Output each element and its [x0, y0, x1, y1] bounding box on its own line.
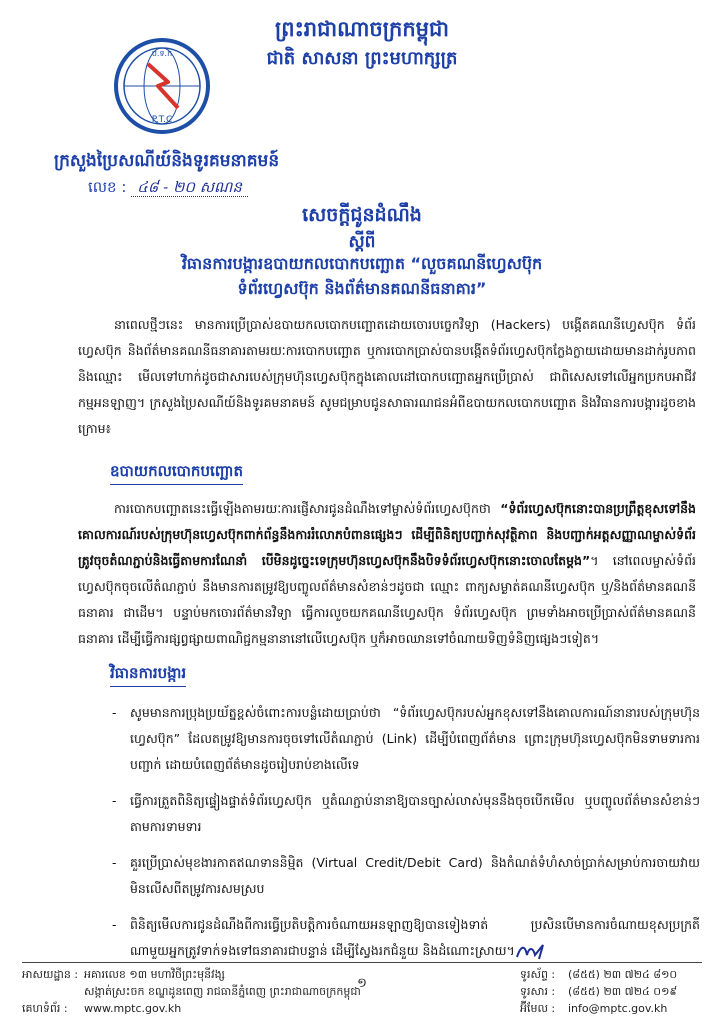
list-item: - គួរប្រើប្រាស់មុខងារកាតឥណទាននិម្មិត (Virtual Credit/Debit Card) និងកំណត់ទំហំសាច់ប្រាក់សម្រាប់ការចាយវាយមិនលើសពីតម្រូវការសមស្រប: [112, 850, 700, 902]
list-item: [112, 912, 700, 964]
scam-text-quote: “ទំព័រហ្វេសប៊ុកនោះបានប្រព្រឹត្តខុសទៅនឹងគោលការណ៍របស់ក្រុមហ៊ុនហ្វេសប៊ុកពាក់ព័ន្ធនឹងការរំលោភបំពានផ្សេងៗ ដើម្បីពិនិត្យបញ្ជាក់សុវត្ថិភាព និងបញ្ជាក់អត្តសញ្ញាណម្ចាស់ទំព័រត្រូវចុចតំណភ្ជាប់និងធ្វើតាមការណែនាំ បើមិនដូច្នេះទេក្រុមហ៊ុនហ្វេសប៊ុកនឹងបិទទំព័រហ្វេសប៊ុកនោះចោលតែម្តង”: [78, 501, 696, 568]
document-title-line2: ទំព័រហ្វេសប៊ុក និងព័ត៌មានគណនីធនាគារ”: [237, 279, 487, 298]
fax-number: (៨៥៥) ២៣ ៧២៤ ០១៩: [568, 985, 678, 998]
fax-label: ទូរសារ :: [520, 985, 556, 998]
ministry-name: ក្រសួងប្រៃសណីយ៍និងទូរគមនាគមន៍: [54, 151, 280, 171]
document-type: សេចក្តីជូនដំណឹង: [302, 204, 422, 226]
reference-number: [88, 178, 248, 200]
list-item: - សូមមានការប្រុងប្រយ័ត្នខ្ពស់ចំពោះការបន្លំដោយប្រាប់ថា “ទំព័រហ្វេសប៊ុករបស់អ្នកខុសទៅនឹងគោលការណ៍នានារបស់ក្រុមហ៊ុនហ្វេសប៊ុក” ដែលតម្រូវឱ្យមានការចុចទៅលើតំណភ្ជាប់ (Link) ដើម្បីបំពេញព័ត៌មាន ព្រោះក្រុមហ៊ុនហ្វេសប៊ុកមិនទាមទារការបញ្ជាក់ ដោយបំពេញព័ត៌មានដូចរៀបរាប់ខាងលើទេ: [112, 700, 700, 778]
address-line2: សង្កាត់ស្រះចក ខណ្ឌដូនពេញ រាជធានីភ្នំពេញ ព្រះរាជាណាចក្រកម្ពុជា: [84, 985, 361, 998]
document-title-line1: វិធានការបង្ការឧបាយកលបោកបញ្ឆោត “លួចគណនីហ្វេសប៊ុក: [181, 254, 543, 273]
list-item: - ធ្វើការត្រួតពិនិត្យផ្ទៀងផ្ទាត់ទំព័រហ្វេសប៊ុក ឬតំណភ្ជាប់នានាឱ្យបានច្បាស់លាស់មុននឹងចុចបើកមើល ឬបញ្ចូលព័ត៌មានសំខាន់ៗតាមការទាមទារ: [112, 788, 700, 840]
address-line1: អគារលេខ ១៣ មហាវិថីព្រះមុនីវង្ស: [84, 968, 225, 981]
section-heading-scam-method: ឧបាយកលបោកបញ្ឆោត: [110, 462, 243, 485]
logo-text-bottom: P.T.C: [151, 115, 173, 125]
ref-label: លេខ :: [88, 178, 127, 196]
page-number: ១: [357, 976, 367, 991]
scam-text-lead: ការបោកបញ្ឆោតនេះធ្វើឡើងតាមរយៈការផ្ញើសារជូនដំណឹងទៅម្ចាស់ទំព័រហ្វេសប៊ុកថា: [114, 501, 501, 516]
scam-text-tail: ។ នៅពេលម្ចាស់ទំព័រហ្វេសប៊ុកចុចលើតំណភ្ជាប់ នឹងមានការតម្រូវឱ្យបញ្ចូលព័ត៌មានសំខាន់ៗដូចជា ឈ្មោះ ពាក្យសម្ងាត់គណនីហ្វេសប៊ុក ឬ/និងព័ត៌មានគណនីធនាគារ ជាដើម។ បន្ទាប់មកចោរព័ត៌មានវិទ្យា ធ្វើការលួចយកគណនីហ្វេសប៊ុក ទំព័រហ្វេសប៊ុក ព្រមទាំងអាចប្រើប្រាស់ព័ត៌មានគណនីធនាគារ ដើម្បីធ្វើការផ្សព្វផ្សាយពាណិជ្ជកម្មនានានៅលើហ្វេសប៊ុក ឬក៏អាចឈានទៅចំណាយទិញទំនិញផ្សេងៗទៀត។: [78, 553, 697, 646]
national-motto: ជាតិ សាសនា ព្រះមហាក្សត្រ: [266, 48, 458, 69]
ministry-logo: [110, 34, 214, 138]
address-label: អាសយដ្ឋាន :: [22, 968, 79, 981]
prevention-list: [112, 700, 700, 974]
section-heading-prevention: វិធានការបង្ការ: [110, 664, 186, 687]
footer-divider: [22, 962, 702, 963]
phone-label: ទូរស័ព្ទ :: [520, 968, 556, 981]
intro-text: នាពេលថ្មីៗនេះ មានការប្រើប្រាស់ឧបាយកលបោកបញ្ឆោតដោយចោរបច្ចេកវិទ្យា (Hackers) បង្កើតគណនីហ្វេសប៊ុក ទំព័រហ្វេសប៊ុក និងព័ត៌មានគណនីធនាគារតាមរយៈការបោកបញ្ឆោត ឬការបោកប្រាស់បានបង្កើតទំព័រហ្វេសប៊ុកក្លែងក្លាយដោយមានដាក់រូបភាព និងឈ្មោះ មើលទៅហាក់ដូចជាសារបេស់ក្រុមហ៊ុនហ្វេសប៊ុកក្នុងគោលដៅបោកបញ្ឆោតអ្នកប្រើប្រាស់ ជាពិសេសទៅលើអ្នកប្រកបអាជីវកម្មអនឡាញ។ ក្រសួងប្រៃសណីយ៍និងទូរគមនាគមន៍ សូមជម្រាបជូនសាធារណជនអំពីឧបាយកលបោកបញ្ឆោត និងវិធានការបង្ការដូចខាងក្រោម៖: [78, 317, 696, 436]
kingdom-header: ព្រះរាជាណាចក្រកម្ពុជា: [274, 17, 449, 41]
list-item-text: ពិនិត្យមើលការជូនដំណឹងពីការធ្វើប្រតិបត្តិការចំណាយអនឡាញឱ្យបានទៀងទាត់ ប្រសិនបើមានការចំណាយខុសប្រក្រតីណាមួយអ្នកត្រូវទាក់ទងទៅធនាគារជាបន្ទាន់ ដើម្បីស្វែងរកជំនួយ និងដំណោះស្រាយ។: [130, 917, 700, 958]
website-label: គេហទំព័រ :: [22, 1002, 68, 1015]
email-link[interactable]: info@mptc.gov.kh: [568, 1002, 668, 1015]
footer-contact: [520, 966, 677, 1017]
logo-text-top: ប.ទ.ក: [151, 49, 173, 58]
ref-value: ៤៨ - ២០ សណន: [131, 178, 248, 197]
email-label: អ៊ីមែល :: [520, 1002, 556, 1015]
phone-number: (៨៥៥) ២៣ ៧២៤ ៨១០: [568, 968, 678, 981]
scam-method-paragraph: [78, 496, 696, 652]
intro-paragraph: [78, 312, 696, 442]
website-link[interactable]: www.mptc.gov.kh: [84, 1002, 182, 1015]
document-about: ស្តីពី: [348, 232, 376, 252]
initials-signature: [515, 943, 549, 961]
